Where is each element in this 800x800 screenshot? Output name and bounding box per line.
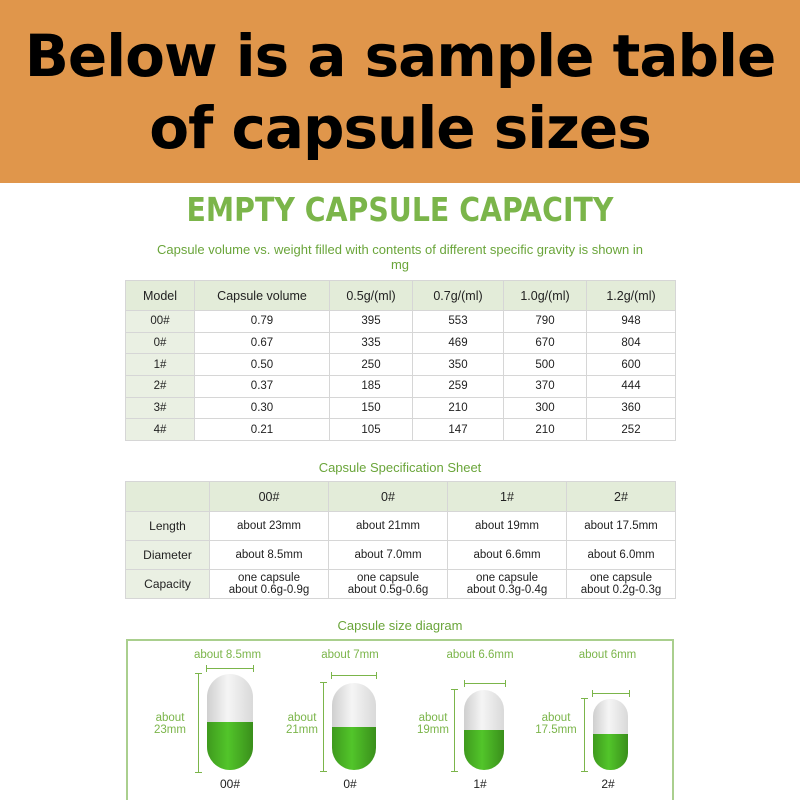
row-header: Capacity — [126, 570, 210, 599]
subtitle: Capsule volume vs. weight filled with contents of different specific gravity is shown in mg — [156, 242, 644, 272]
label-line: 23mm — [154, 724, 186, 736]
table-cell: 3# — [126, 397, 195, 419]
table-cell: 252 — [587, 419, 676, 441]
label-line: 21mm — [286, 724, 318, 736]
table-row — [126, 376, 676, 398]
table-cell: 210 — [504, 419, 587, 441]
table-row — [126, 541, 676, 570]
table-cell: 210 — [413, 397, 504, 419]
table-cell: 335 — [330, 332, 413, 354]
table-cell: 804 — [587, 332, 676, 354]
banner-line-2: of capsule sizes — [149, 93, 651, 162]
width-dimension-line — [331, 672, 377, 679]
table-row — [126, 419, 676, 441]
capsule-length-label — [526, 712, 586, 736]
table-cell — [329, 570, 448, 599]
table-row — [126, 397, 676, 419]
row-header: Length — [126, 512, 210, 541]
table-cell: 600 — [587, 354, 676, 376]
width-dimension-line — [592, 690, 630, 697]
column-header: 1.0g/(ml) — [504, 281, 587, 311]
label-line: 17.5mm — [535, 724, 577, 736]
table-cell: 150 — [330, 397, 413, 419]
column-header: 0# — [329, 482, 448, 512]
column-header: Model — [126, 281, 195, 311]
table-cell: 553 — [413, 311, 504, 333]
row-header: Diameter — [126, 541, 210, 570]
cell-line: about 0.2g-0.3g — [580, 584, 662, 596]
label-line: 19mm — [417, 724, 449, 736]
width-dimension-line — [464, 680, 506, 687]
column-header: 1# — [448, 482, 567, 512]
diagram-title: Capsule size diagram — [337, 618, 463, 633]
table-cell: 0# — [126, 332, 195, 354]
table-row — [126, 311, 676, 333]
table-cell: about 19mm — [448, 512, 567, 541]
table-cell: 259 — [413, 376, 504, 398]
table-cell: about 8.5mm — [210, 541, 329, 570]
cell-line: about 0.3g-0.4g — [466, 584, 548, 596]
table-cell: 147 — [413, 419, 504, 441]
header-banner — [0, 0, 800, 183]
capsule-size-label: 00# — [219, 777, 241, 791]
column-header: 00# — [210, 482, 329, 512]
table-cell: 0.67 — [195, 332, 330, 354]
length-dimension-line — [195, 673, 202, 773]
table-cell: 0.79 — [195, 311, 330, 333]
table-cell: 00# — [126, 311, 195, 333]
table-row — [126, 354, 676, 376]
capacity-table — [125, 280, 676, 441]
table-cell: 948 — [587, 311, 676, 333]
label-line: about — [155, 712, 185, 724]
table-row — [126, 332, 676, 354]
cell-line: one capsule — [589, 572, 653, 584]
capsule-size-label: 0# — [343, 777, 357, 791]
table-cell: 790 — [504, 311, 587, 333]
column-header: 2# — [567, 482, 676, 512]
table-cell: 185 — [330, 376, 413, 398]
table-row — [126, 570, 676, 599]
table-cell — [567, 570, 676, 599]
table-cell: 350 — [413, 354, 504, 376]
banner-line-1: Below is a sample table — [24, 21, 776, 90]
cell-line: about 0.6g-0.9g — [228, 584, 310, 596]
table-cell: about 7.0mm — [329, 541, 448, 570]
spec-sheet-title: Capsule Specification Sheet — [318, 460, 482, 475]
table-cell: 444 — [587, 376, 676, 398]
length-dimension-line — [320, 682, 327, 772]
table-cell: 2# — [126, 376, 195, 398]
capsule-width-label: about 7mm — [321, 649, 379, 661]
column-header — [126, 482, 210, 512]
capsule-width-label: about 6mm — [578, 649, 637, 661]
capsule-2-icon — [593, 699, 628, 770]
column-header: 1.2g/(ml) — [587, 281, 676, 311]
width-dimension-line — [206, 665, 254, 672]
table-cell: 1# — [126, 354, 195, 376]
table-cell: about 17.5mm — [567, 512, 676, 541]
label-line: about — [287, 712, 317, 724]
length-dimension-line — [581, 698, 588, 772]
capsule-size-label: 2# — [601, 777, 615, 791]
capsule-1-icon — [464, 690, 504, 770]
capsule-size-label: 1# — [473, 777, 487, 791]
column-header: 0.7g/(ml) — [413, 281, 504, 311]
cell-line: about 0.5g-0.6g — [347, 584, 429, 596]
table-cell: 360 — [587, 397, 676, 419]
table-row — [126, 512, 676, 541]
capsule-0-icon — [332, 683, 376, 770]
table-cell: 0.21 — [195, 419, 330, 441]
table-cell: 0.37 — [195, 376, 330, 398]
label-line: about — [418, 712, 448, 724]
table-cell: about 21mm — [329, 512, 448, 541]
capsule-length-label — [140, 712, 200, 736]
table-cell — [210, 570, 329, 599]
cell-line: one capsule — [356, 572, 420, 584]
cell-line: one capsule — [475, 572, 539, 584]
table-cell: 4# — [126, 419, 195, 441]
capsule-width-label: about 6.6mm — [446, 649, 514, 661]
table-cell: 500 — [504, 354, 587, 376]
column-header: 0.5g/(ml) — [330, 281, 413, 311]
table-cell: 469 — [413, 332, 504, 354]
column-header: Capsule volume — [195, 281, 330, 311]
table-cell: about 6.0mm — [567, 541, 676, 570]
capacity-table-header-row — [126, 281, 676, 311]
spec-table — [125, 481, 676, 599]
table-cell: 250 — [330, 354, 413, 376]
table-cell: 105 — [330, 419, 413, 441]
table-cell: 370 — [504, 376, 587, 398]
spec-table-header-row — [126, 482, 676, 512]
table-cell: 0.30 — [195, 397, 330, 419]
table-cell: 300 — [504, 397, 587, 419]
page-title: EMPTY CAPSULE CAPACITY — [186, 190, 614, 229]
table-cell: 0.50 — [195, 354, 330, 376]
label-line: about — [541, 712, 571, 724]
capsule-00-icon — [207, 674, 253, 770]
table-cell: 395 — [330, 311, 413, 333]
table-cell: 670 — [504, 332, 587, 354]
capsule-width-label: about 8.5mm — [193, 649, 262, 661]
table-cell: about 6.6mm — [448, 541, 567, 570]
table-cell — [448, 570, 567, 599]
length-dimension-line — [451, 689, 458, 772]
table-cell: about 23mm — [210, 512, 329, 541]
cell-line: one capsule — [237, 572, 301, 584]
